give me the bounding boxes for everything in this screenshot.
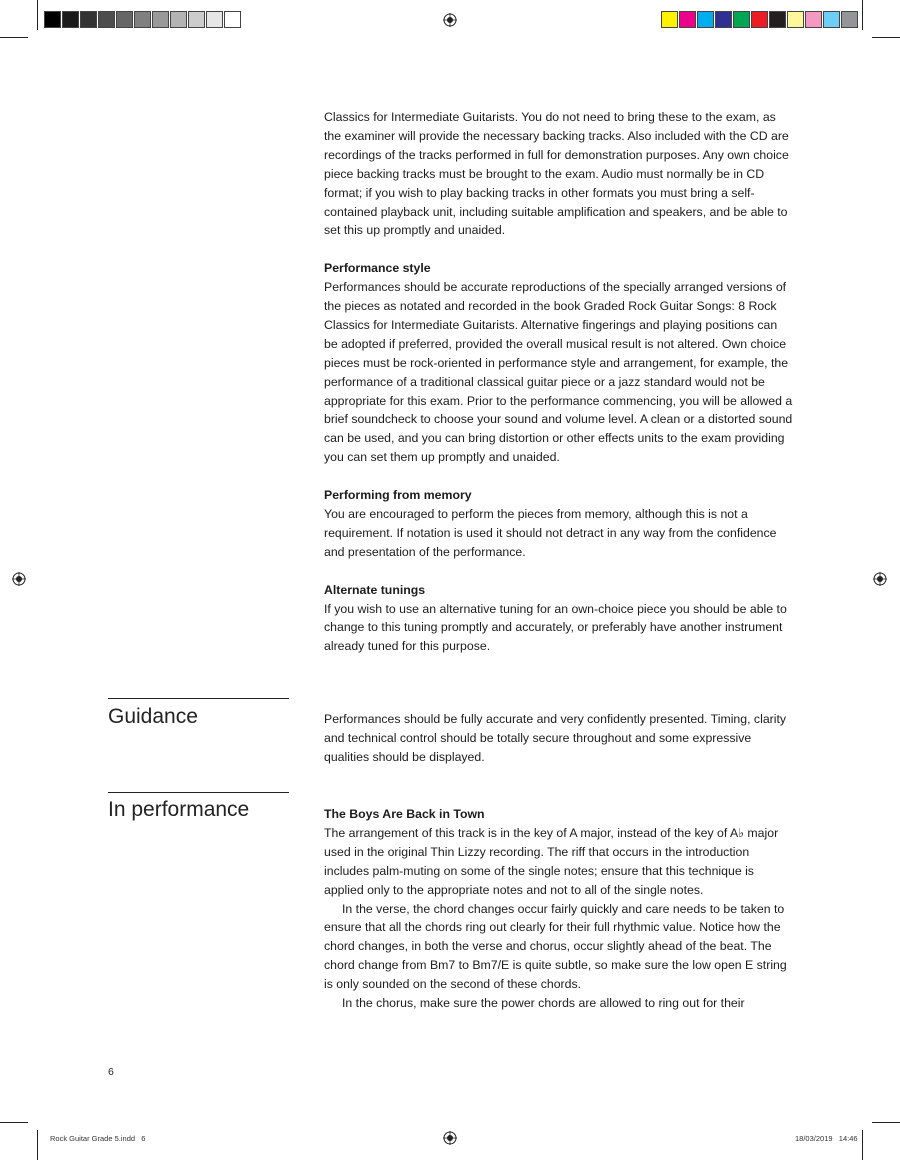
song-title: The Boys Are Back in Town xyxy=(324,807,485,821)
color-swatch xyxy=(733,11,750,28)
color-swatch xyxy=(661,11,678,28)
crop-mark xyxy=(872,37,900,38)
color-swatch xyxy=(134,11,151,28)
registration-mark-icon xyxy=(12,572,26,586)
performance-style-paragraph: Performances should be accurate reproductions of the specially arranged versions of the pieces as notated and recorded in the book Graded Rock Guitar Songs: 8 Rock Classics for Intermediate Guitarists. Alternative fingerings and playing positions can be adopted if preferred, provided the overall musical result is not altered. Own choice pieces must be rock-oriented in performance style and arrangement, for example, the performance of a traditional classical guitar piece or a jazz standard would not be appropriate for this exam. Prior to the performance commencing, you will be allowed a brief soundcheck to choose your sound and volume level. A clean or a distorted sound can be used, and you can bring distortion or other effects units to the exam providing you can set them up promptly and unaided. xyxy=(324,280,793,465)
registration-mark-icon xyxy=(873,572,887,586)
in-performance-text xyxy=(324,805,794,1013)
in-performance-paragraph-2: In the verse, the chord changes occur fairly quickly and care needs to be taken to ensure that all the chords ring out clearly for their full rhythmic value. Notice how the chord changes, in both the verse and chorus, occur slightly ahead of the beat. The chord change from Bm7 to Bm7/E is quite subtle, so make sure the low open E string is only sounded on the second of these chords. xyxy=(324,901,787,992)
guidance-section-title: Guidance xyxy=(108,705,198,728)
color-swatch xyxy=(80,11,97,28)
color-swatch xyxy=(805,11,822,28)
process-color-bar xyxy=(661,11,859,28)
alternate-tunings-heading: Alternate tunings xyxy=(324,582,426,597)
registration-mark-icon xyxy=(443,1131,457,1145)
alternate-tunings-paragraph: If you wish to use an alternative tuning for an own-choice piece you should be able to change to this tuning promptly and accurately, or preferably have another instrument already tuned for this purpose. xyxy=(324,601,787,654)
guidance-rule xyxy=(108,698,289,699)
color-swatch xyxy=(787,11,804,28)
color-swatch xyxy=(823,11,840,28)
in-performance-rule xyxy=(108,792,289,793)
color-swatch xyxy=(206,11,223,28)
crop-mark xyxy=(862,1130,863,1160)
slug-file-name: Rock Guitar Grade 5.indd 6 xyxy=(50,1134,146,1143)
guidance-paragraph: Performances should be fully accurate and very confidently presented. Timing, clarity and technical control should be totally secure throughout and some expressive qualities should be displayed. xyxy=(324,712,787,764)
intro-paragraph: Classics for Intermediate Guitarists. You do not need to bring these to the exam, as the examiner will provide the necessary backing tracks. Also included with the CD are recordings of the tracks performed in full for demonstration purposes. Any own choice piece backing tracks must be brought to the exam. Audio must normally be in CD format; if you wish to play backing tracks in other formats you must bring a self-contained playback unit, including suitable amplification and speakers, and be able to set this up promptly and unaided. xyxy=(324,110,789,238)
color-swatch xyxy=(751,11,768,28)
crop-mark xyxy=(862,0,863,30)
color-swatch xyxy=(769,11,786,28)
color-swatch xyxy=(679,11,696,28)
performing-from-memory-paragraph: You are encouraged to perform the pieces from memory, although this is not a requirement. If notation is used it should not detract in any way from the confidence and presentation of the performance. xyxy=(324,507,777,559)
crop-mark xyxy=(0,1122,28,1123)
in-performance-section-title: In performance xyxy=(108,798,250,821)
color-swatch xyxy=(170,11,187,28)
exam-requirements-text xyxy=(324,108,794,656)
performing-from-memory-heading: Performing from memory xyxy=(324,488,472,503)
registration-mark-icon xyxy=(443,13,457,27)
color-swatch xyxy=(62,11,79,28)
in-performance-paragraph-1: The arrangement of this track is in the key of A major, instead of the key of A♭ major used in the original Thin Lizzy recording. The riff that occurs in the introduction includes palm-muting on some of the single notes; ensure that this technique is applied only to the appropriate notes and not to all of the single notes. xyxy=(324,825,779,897)
grayscale-color-bar xyxy=(44,11,242,28)
slug-timestamp: 18/03/2019 14:46 xyxy=(795,1134,858,1143)
guidance-text xyxy=(324,710,794,767)
color-swatch xyxy=(44,11,61,28)
color-swatch xyxy=(152,11,169,28)
page-number: 6 xyxy=(108,1066,114,1078)
color-swatch xyxy=(98,11,115,28)
in-performance-paragraph-3: In the chorus, make sure the power chords are allowed to ring out for their xyxy=(342,996,745,1011)
color-swatch xyxy=(715,11,732,28)
color-swatch xyxy=(116,11,133,28)
crop-mark xyxy=(37,0,38,30)
color-swatch xyxy=(224,11,241,28)
crop-mark xyxy=(872,1122,900,1123)
color-swatch xyxy=(841,11,858,28)
color-swatch xyxy=(188,11,205,28)
crop-mark xyxy=(37,1130,38,1160)
crop-mark xyxy=(0,37,28,38)
color-swatch xyxy=(697,11,714,28)
performance-style-heading: Performance style xyxy=(324,261,431,276)
